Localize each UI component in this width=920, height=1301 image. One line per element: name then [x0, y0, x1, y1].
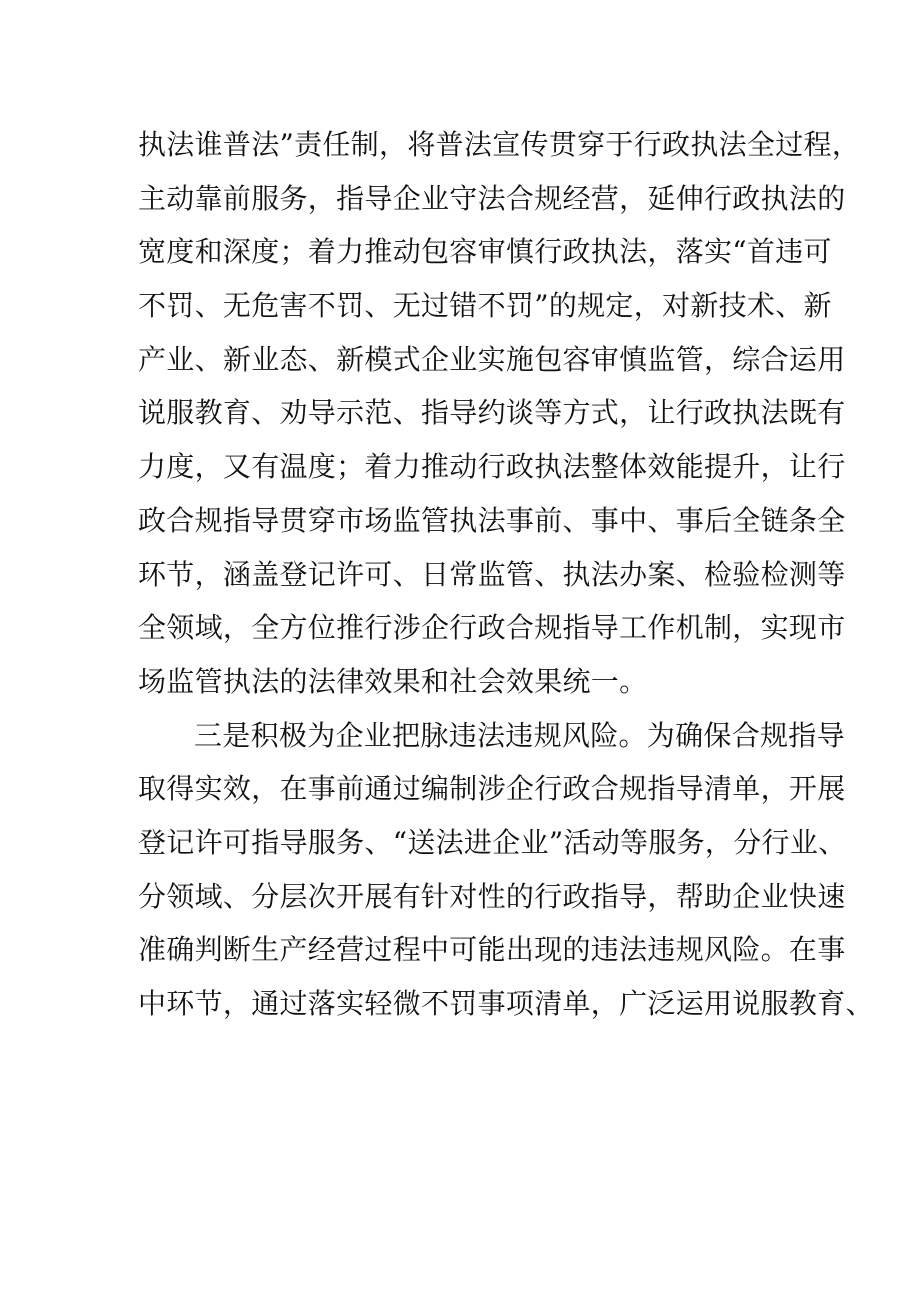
text-line: 登记许可指导服务、“送法进企业”活动等服务，分行业、 [138, 825, 847, 859]
text-line: 产业、新业态、新模式企业实施包容审慎监管，综合运用 [138, 342, 846, 376]
text-line: 不罚、无危害不罚、无过错不罚”的规定，对新技术、新 [138, 289, 832, 323]
text-line: 全领域，全方位推行涉企行政合规指导工作机制，实现市 [138, 611, 846, 645]
text-line: 执法谁普法”责任制，将普法宣传贯穿于行政执法全过程， [138, 128, 861, 161]
paragraph-start-line: 三是积极为企业把脉违法违规风险。为确保合规指导 [194, 718, 845, 752]
text-line: 说服教育、劝导示范、指导约谈等方式，让行政执法既有 [138, 396, 846, 430]
text-line: 主动靠前服务，指导企业守法合规经营，延伸行政执法的 [138, 181, 846, 215]
text-line: 环节，涵盖登记许可、日常监管、执法办案、检验检测等 [138, 557, 846, 591]
text-line: 准确判断生产经营过程中可能出现的违法违规风险。在事 [138, 933, 846, 967]
text-line: 分领域、分层次开展有针对性的行政指导，帮助企业快速 [138, 879, 846, 913]
text-line: 政合规指导贯穿市场监管执法事前、事中、事后全链条全 [138, 503, 846, 537]
body-text [138, 118, 874, 1031]
text-line: 场监管执法的法律效果和社会效果统一。 [138, 664, 648, 698]
text-line: 取得实效，在事前通过编制涉企行政合规指导清单，开展 [138, 772, 846, 806]
text-line: 宽度和深度；着力推动包容审慎行政执法，落实“首违可 [138, 235, 832, 269]
text-line: 力度，又有温度；着力推动行政执法整体效能提升，让行 [138, 450, 846, 484]
text-line: 中环节，通过落实轻微不罚事项清单，广泛运用说服教育、 [138, 987, 874, 1020]
